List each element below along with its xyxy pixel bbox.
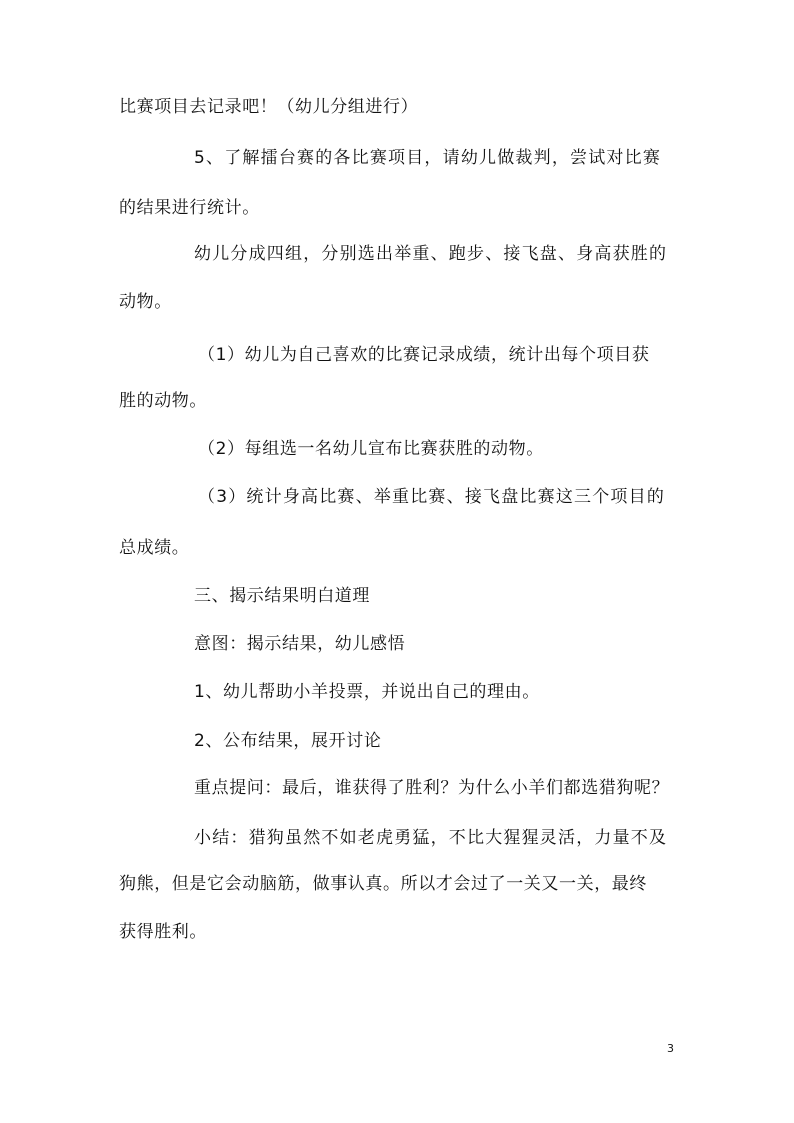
paragraph-line: 比赛项目去记录吧！（幼儿分组进行） bbox=[119, 97, 419, 117]
paragraph-line: 重点提问：最后，谁获得了胜利？为什么小羊们都选猎狗呢？ bbox=[194, 778, 670, 798]
paragraph-line: 2、公布结果，展开讨论 bbox=[194, 731, 382, 751]
section-heading: 三、揭示结果明白道理 bbox=[194, 586, 370, 606]
paragraph-line: （2）每组选一名幼儿宣布比赛获胜的动物。 bbox=[198, 439, 544, 459]
paragraph-line: （3）统计身高比赛、举重比赛、接飞盘比赛这三个项目的 bbox=[198, 487, 666, 507]
paragraph-line: 的结果进行统计。 bbox=[119, 198, 260, 218]
paragraph-line: 意图：揭示结果，幼儿感悟 bbox=[194, 634, 406, 654]
paragraph-line: 胜的动物。 bbox=[119, 391, 207, 411]
paragraph-line: 动物。 bbox=[119, 292, 172, 312]
paragraph-line: 幼儿分成四组，分别选出举重、跑步、接飞盘、身高获胜的 bbox=[194, 244, 668, 264]
paragraph-line: 5、了解擂台赛的各比赛项目，请幼儿做裁判，尝试对比赛 bbox=[194, 148, 662, 168]
paragraph-line: 总成绩。 bbox=[119, 538, 190, 558]
paragraph-line: 小结：猎狗虽然不如老虎勇猛，不比大猩猩灵活，力量不及 bbox=[194, 828, 668, 848]
page-number: 3 bbox=[667, 1042, 674, 1055]
paragraph-line: 1、幼儿帮助小羊投票，并说出自己的理由。 bbox=[194, 682, 540, 702]
paragraph-line: （1）幼儿为自己喜欢的比赛记录成绩，统计出每个项目获 bbox=[198, 345, 650, 365]
paragraph-line: 获得胜利。 bbox=[119, 922, 207, 942]
paragraph-line: 狗熊，但是它会动脑筋，做事认真。所以才会过了一关又一关，最终 bbox=[119, 874, 647, 894]
